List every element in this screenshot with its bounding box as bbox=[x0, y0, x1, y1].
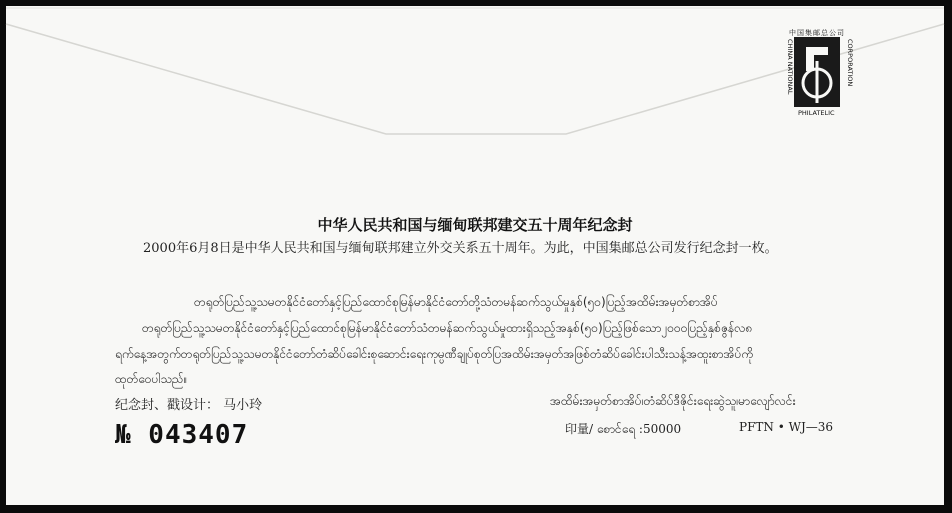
print-run: 印量/ စောင်ရေ :50000 bbox=[565, 422, 682, 436]
philatelic-logo bbox=[782, 28, 852, 116]
myanmar-designer-credit: အထိမ်းအမှတ်စာအိပ်၊တံဆိပ်ဒီဇိုင်းရေးဆွဲသူ၊မာလျော်လင်း bbox=[550, 394, 796, 408]
logo-chinese-text: 中国集邮总公司 bbox=[789, 29, 845, 37]
logo-text-left: CHINA NATIONAL bbox=[786, 39, 794, 95]
myanmar-text-line: ထုတ်ဝေပါသည်။ bbox=[115, 372, 188, 386]
serial-number: № 043407 bbox=[115, 420, 249, 450]
myanmar-text-line: ရက်နေ့အတွက်တရုတ်ပြည်သူ့သမတနိုင်ငံတော်တံဆိပ်ခေါင်းစုဆောင်းရေးကုမ္ပဏီချုပ်စုတ်ပြအထိမ်းအမှတ်အဖြစ်တံဆိပ်ခေါင်းပါသီးသန့်အထူးစာအိပ်ကို bbox=[115, 347, 754, 361]
designer-credit: 纪念封、戳设计： 马小玲 bbox=[115, 398, 263, 413]
myanmar-text-line: တရုတ်ပြည်သူ့သမတနိုင်ငံတော်နှင့်ပြည်ထောင်စုမြန်မာနိုင်ငံတော်တို့သံတမန်ဆက်သွယ်မှုနှစ်(၅၀)ပြည့်အထိမ်းအမှတ်စာအိပ် bbox=[194, 295, 718, 309]
envelope-subtitle: 2000年6月8日是中华人民共和国与缅甸联邦建立外交关系五十周年。为此，中国集邮总公司发行纪念封一枚。 bbox=[143, 241, 778, 256]
envelope-back bbox=[6, 6, 944, 505]
logo-text-right: CORPORATION bbox=[846, 39, 854, 87]
logo-text-bottom: PHILATELIC bbox=[798, 109, 835, 117]
philatelic-emblem-icon bbox=[782, 37, 852, 117]
myanmar-text-line: တရုတ်ပြည်သူ့သမတနိုင်ငံတော်နှင့်ပြည်ထောင်စုမြန်မာနိုင်ငံတော်သံတမန်ဆက်သွယ်မှုထားရှိသည့်အနှစ်(၅၀)ပြည့်ဖြစ်သော၂၀၀၀ပြည့်နှစ်ဇွန်လ၈ bbox=[142, 321, 753, 335]
catalog-code: PFTN • WJ—36 bbox=[739, 420, 834, 434]
envelope-title: 中华人民共和国与缅甸联邦建交五十周年纪念封 bbox=[317, 216, 633, 234]
